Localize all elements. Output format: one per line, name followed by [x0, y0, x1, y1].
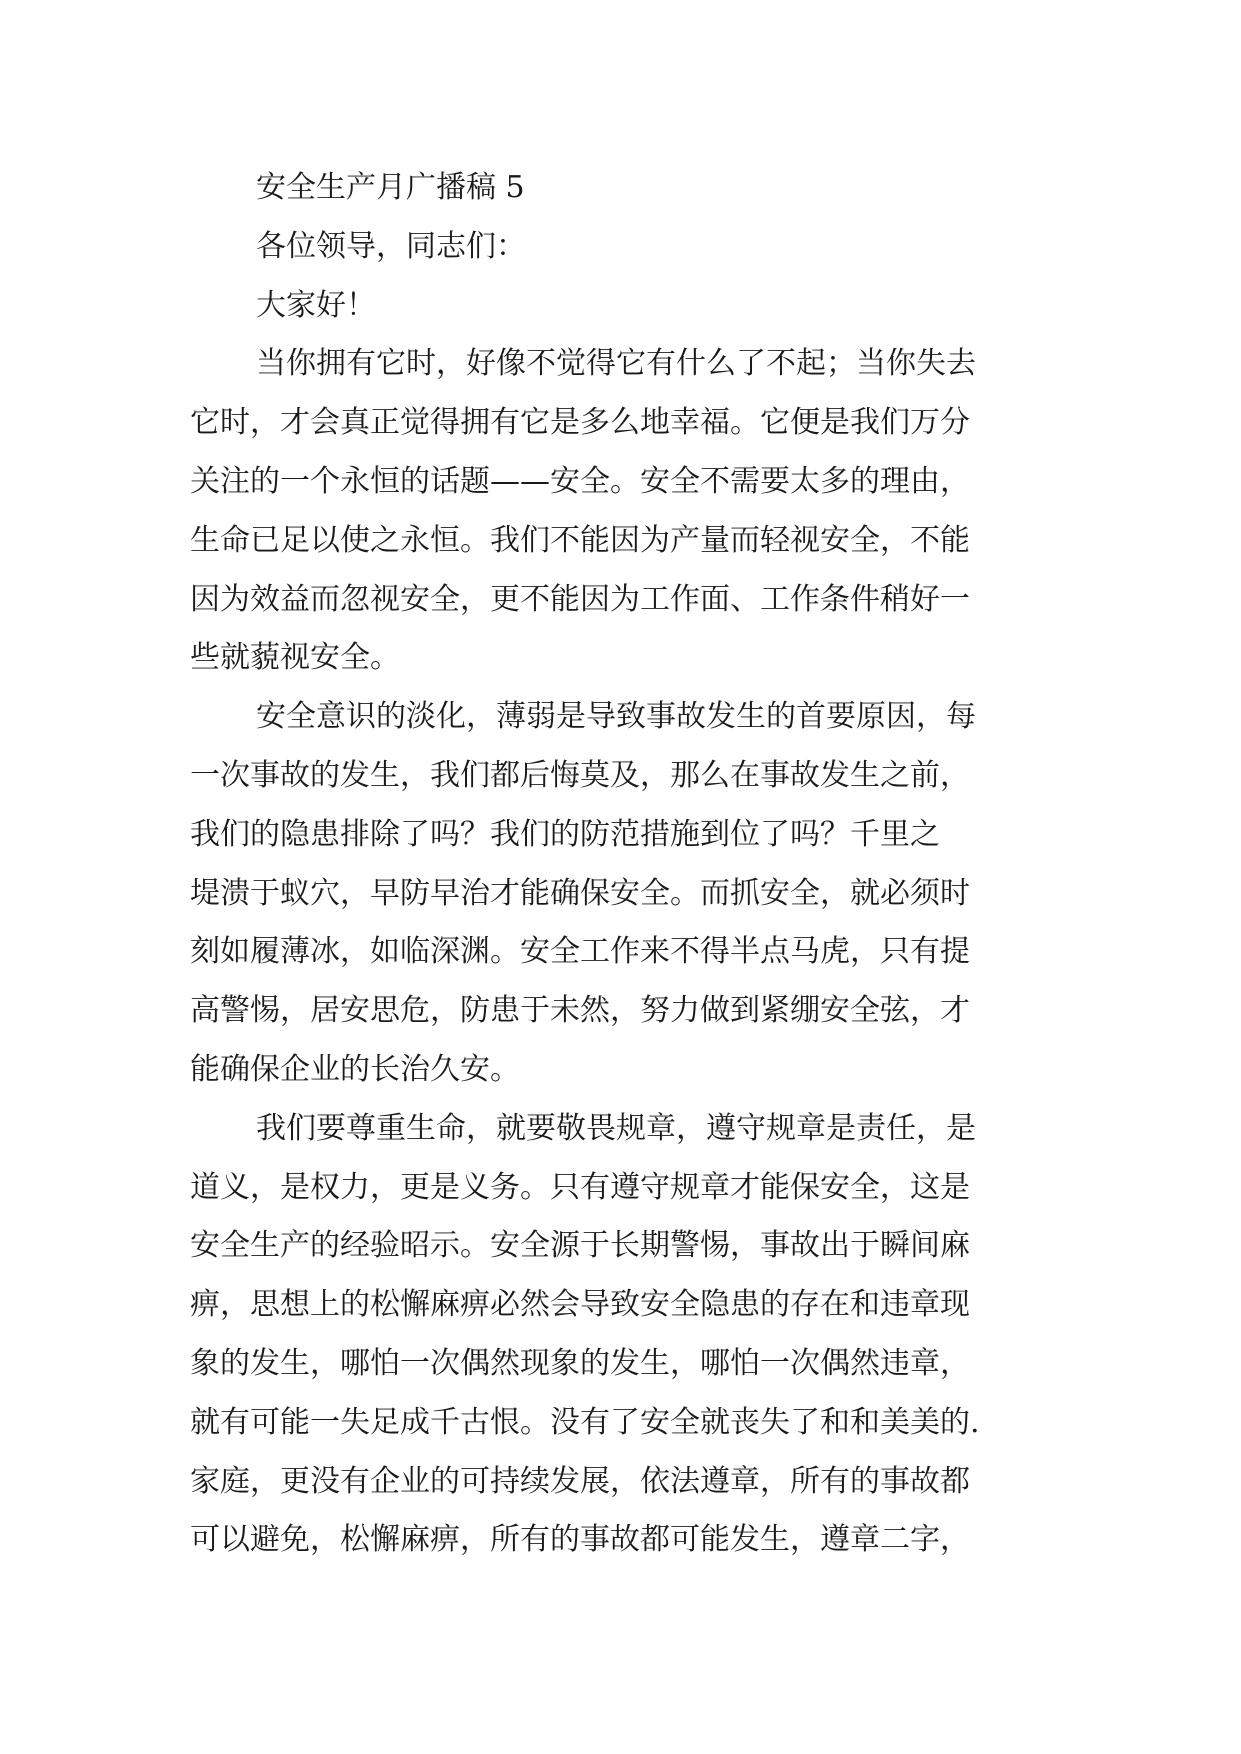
document-body	[190, 159, 1050, 1570]
paragraph-1-line-6: 些就藐视安全。	[190, 640, 400, 676]
salutation: 各位领导，同志们：	[256, 228, 526, 264]
paragraph-2-line-5: 刻如履薄冰，如临深渊。安全工作来不得半点马虎，只有提	[190, 934, 970, 970]
paragraph-1-line-5: 因为效益而忽视安全，更不能因为工作面、工作条件稍好一	[190, 581, 970, 617]
paragraph-2-line-2: 一次事故的发生，我们都后悔莫及，那么在事故发生之前，	[190, 757, 970, 793]
greeting: 大家好！	[256, 287, 376, 323]
paragraph-1-line-1: 当你拥有它时，好像不觉得它有什么了不起；当你失去	[256, 346, 976, 382]
paragraph-1-line-4: 生命已足以使之永恒。我们不能因为产量而轻视安全，不能	[190, 522, 970, 558]
paragraph-3-line-3: 安全生产的经验昭示。安全源于长期警惕，事故出于瞬间麻	[190, 1228, 970, 1264]
document-title: 安全生产月广播稿 5	[256, 170, 525, 205]
paragraph-2-line-7: 能确保企业的长治久安。	[190, 1051, 520, 1087]
paragraph-3-line-1: 我们要尊重生命，就要敬畏规章，遵守规章是责任，是	[256, 1110, 976, 1146]
paragraph-1-line-3: 关注的一个永恒的话题——安全。安全不需要太多的理由，	[190, 463, 970, 499]
paragraph-3-line-6: 就有可能一失足成千古恨。没有了安全就丧失了和和美美的.	[190, 1404, 980, 1440]
paragraph-1-line-2: 它时，才会真正觉得拥有它是多么地幸福。它便是我们万分	[190, 405, 970, 441]
paragraph-3-line-4: 痹，思想上的松懈麻痹必然会导致安全隐患的存在和违章现	[190, 1287, 970, 1323]
paragraph-3-line-2: 道义，是权力，更是义务。只有遵守规章才能保安全，这是	[190, 1169, 970, 1205]
paragraph-2-line-6: 高警惕，居安思危，防患于未然，努力做到紧绷安全弦，才	[190, 993, 970, 1029]
paragraph-3-line-7: 家庭，更没有企业的可持续发展，依法遵章，所有的事故都	[190, 1463, 970, 1499]
paragraph-3-line-8: 可以避免，松懈麻痹，所有的事故都可能发生，遵章二字，	[190, 1522, 970, 1558]
paragraph-2-line-4: 堤溃于蚁穴，早防早治才能确保安全。而抓安全，就必须时	[190, 875, 970, 911]
paragraph-2-line-1: 安全意识的淡化，薄弱是导致事故发生的首要原因，每	[256, 699, 976, 735]
paragraph-3-line-5: 象的发生，哪怕一次偶然现象的发生，哪怕一次偶然违章，	[190, 1345, 970, 1381]
paragraph-2-line-3: 我们的隐患排除了吗？我们的防范措施到位了吗？千里之	[190, 816, 940, 852]
